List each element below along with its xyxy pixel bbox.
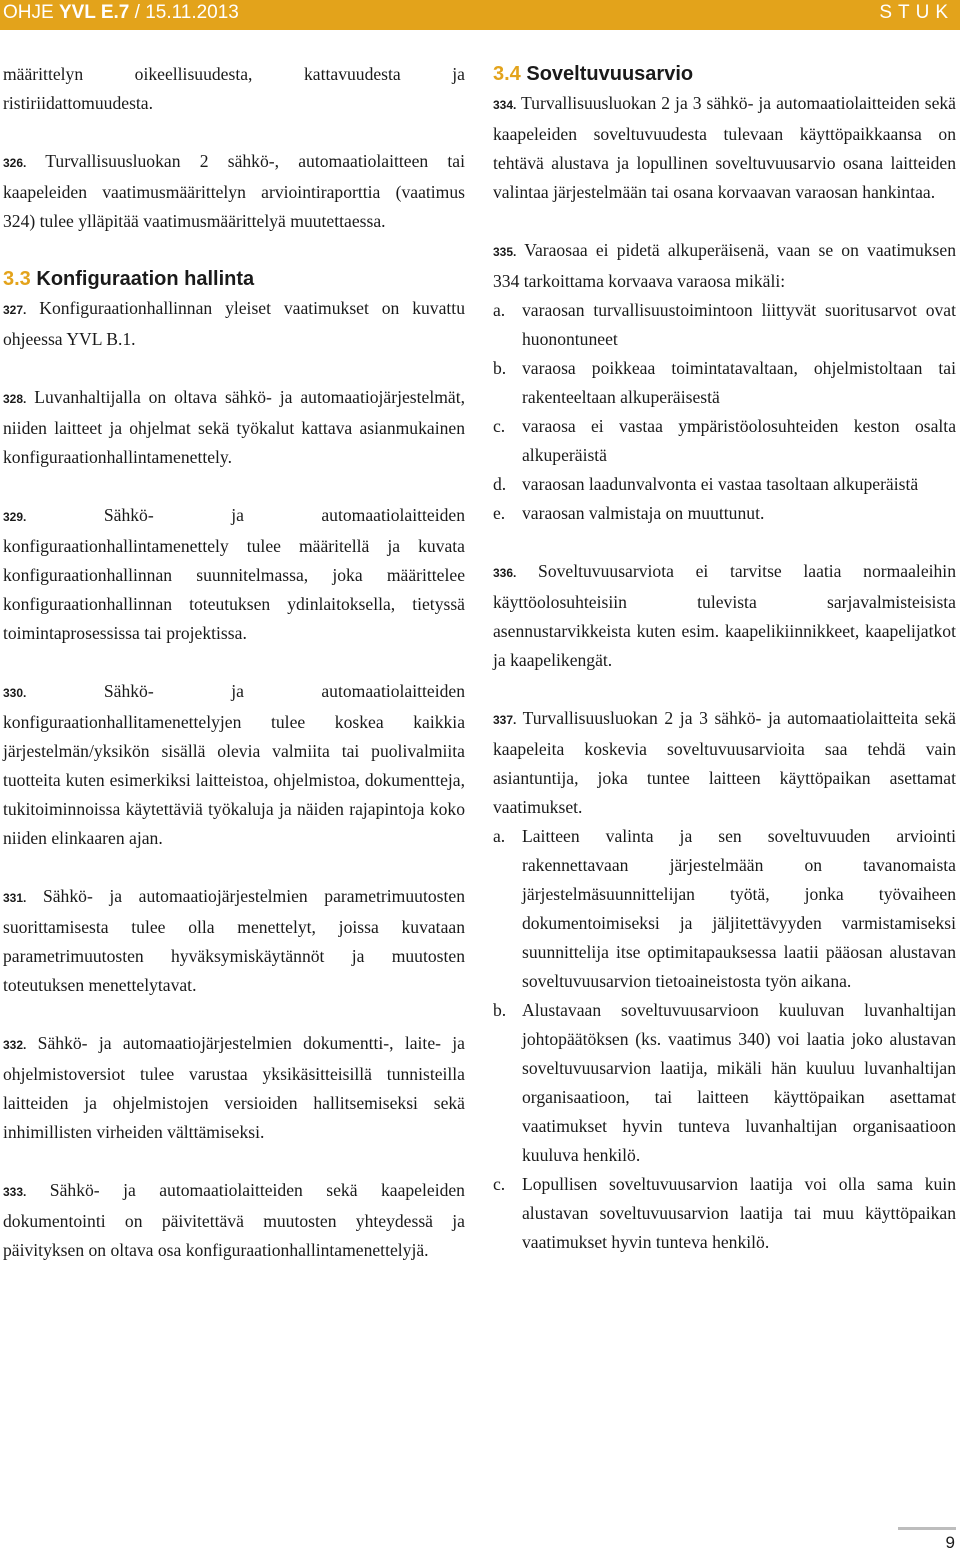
paragraph-330: 330. Sähkö- ja automaatiolaitteiden konfiguraationhallitamenettelyjen tulee koskea kaikkia järjestelmän/yksikön sisällä olevia valmiita tai puolivalmiita tuotteita kuten esimerkiksi laitteistoa, ohjelmistoa, dokumentteja, tukitoiminnoissa käytettäviä työkaluja ja näiden rajapintoja koko niiden elinkaaren ajan. <box>3 681 466 848</box>
document-title <box>3 2 239 24</box>
title-date: / 15.11.2013 <box>129 2 239 23</box>
list-item: c. varaosa ei vastaa ympäristöolosuhteiden keston osalta alkuperäistä <box>493 416 956 465</box>
section-heading-3-4: 3.4 Soveltuvuusarvio <box>493 63 694 85</box>
paragraph-337-list <box>493 822 956 1257</box>
paragraph-335-list <box>493 296 956 528</box>
list-item: e. varaosan valmistaja on muuttunut. <box>493 503 765 523</box>
paragraph-327: 327. Konfiguraationhallinnan yleiset vaatimukset on kuvattu ohjeessa YVL B.1. <box>3 298 465 349</box>
paragraph-326: 326. Turvallisuusluokan 2 sähkö-, automaatiolaitteen tai kaapeleiden vaatimusmäärittelyn arviointiraporttia (vaatimus 324) tulee ylläpitää vaatimusmäärittelyä muutettaessa. <box>3 151 465 231</box>
paragraph-332: 332. Sähkö- ja automaatiojärjestelmien dokumentti-, laite- ja ohjelmistoversiot tulee varustaa yksikäsitteisillä tunnisteilla laitteiden ja ohjelmistojen versioiden hallitsemiseksi sekä inhimillisten virheiden välttämiseksi. <box>3 1033 465 1142</box>
paragraph-337: 337. Turvallisuusluokan 2 ja 3 sähkö- ja automaatiolaitteita sekä kaapeleita koskevia soveltuvuusarvioita saa tehdä vain asiantuntija, joka tuntee laitteen käyttöpaikan asettamat vaatimukset. <box>493 708 956 817</box>
right-column <box>493 60 956 1257</box>
page-number: 9 <box>945 1533 955 1552</box>
footer-rule <box>898 1527 956 1530</box>
title-prefix: OHJE <box>3 2 59 23</box>
paragraph-336: 336. Soveltuvuusarviota ei tarvitse laatia normaaleihin käyttöolosuhteisiin tulevista sarjavalmisteisista asennustarvikkeista kuten esim. kaapelikiinnikkeet, kaapelijatkot ja kaapelikengät. <box>493 561 956 670</box>
section-heading-3-3: 3.3 Konfiguraation hallinta <box>3 268 255 290</box>
intro-paragraph: määrittelyn oikeellisuudesta, kattavuudesta ja ristiriidattomuudesta. <box>3 64 465 113</box>
paragraph-328: 328. Luvanhaltijalla on oltava sähkö- ja automaatiojärjestelmät, niiden laitteet ja ohjelmat sekä työkalut kattava asianmukainen konfiguraationhallintamenettely. <box>3 387 465 467</box>
paragraph-335: 335. Varaosaa ei pidetä alkuperäisenä, vaan se on vaatimuksen 334 tarkoittama korvaava varaosa mikäli: <box>493 240 956 291</box>
paragraph-333: 333. Sähkö- ja automaatiolaitteiden sekä kaapeleiden dokumentointi on päivitettävä muutosten yhteydessä ja päivityksen on oltava osa konfiguraationhallintamenettelyjä. <box>3 1180 465 1260</box>
list-item: c. Lopullisen soveltuvuusarvion laatija voi olla sama kuin alustavan soveltuvuusarvion laatija tai muu käyttöpaikan vaatimukset hyvin tunteva henkilö. <box>493 1174 956 1252</box>
stuk-logo: STUK <box>879 2 954 23</box>
paragraph-329: 329. Sähkö- ja automaatiolaitteiden konfiguraationhallintamenettely tulee määritellä ja kuvata konfiguraationhallinnan suunnitelmassa, joka määrittelee konfiguraationhallinnan toteutuksen ydinlaitoksella, tietyssä toimintaprosessissa tai projektissa. <box>3 505 466 643</box>
list-item: b. varaosa poikkeaa toimintatavaltaan, ohjelmistoltaan tai rakenteeltaan alkuperäisestä <box>493 358 956 407</box>
list-item: b. Alustavaan soveltuvuusarvioon kuuluvan luvanhaltijan johtopäätöksen (ks. vaatimus 340) voi laatia joko alustavan soveltuvuusarvion laatija, mikäli hän kuuluu luvanhaltijan organisaatioon, tai laitteen käyttöpaikan asettamat vaatimukset hyvin tunteva luvanhaltijan organisaatioon kuuluva henkilö. <box>493 1000 956 1165</box>
title-code: YVL E.7 <box>58 2 130 23</box>
paragraph-331: 331. Sähkö- ja automaatiojärjestelmien parametrimuutosten suorittamisesta tulee olla menettelyt, joissa kuvataan parametrimuutosten hyväksymiskäytännöt ja muutosten toteutuksen menettelytavat. <box>3 886 465 995</box>
left-column <box>3 60 465 1265</box>
paragraph-334: 334. Turvallisuusluokan 2 ja 3 sähkö- ja automaatiolaitteiden sekä kaapeleiden soveltuvuudesta tulevaan käyttöpaikkaansa on tehtävä alustava ja lopullinen soveltuvuusarvio osana laitteiden valintaa järjestelmään tai osana korvaavan varaosan hankintaa. <box>493 93 956 202</box>
list-item: a. varaosan turvallisuustoimintoon liittyvät suoritusarvot ovat huonontuneet <box>493 300 956 349</box>
list-item: d. varaosan laadunvalvonta ei vastaa tasoltaan alkuperäistä <box>493 474 919 494</box>
page-header <box>0 0 960 30</box>
list-item: a. Laitteen valinta ja sen soveltuvuuden arviointi rakennettavaan järjestelmään on tavanomaista järjestelmäsuunnittelijan työtä, jonka työvaiheen dokumentoimiseksi ja jäljitettävyyden varmistamiseksi suunnittelija itse optimitapauksessa laatii pääosan alustavan soveltuvuusarvion tietoaineistosta työn aikana. <box>493 826 956 991</box>
